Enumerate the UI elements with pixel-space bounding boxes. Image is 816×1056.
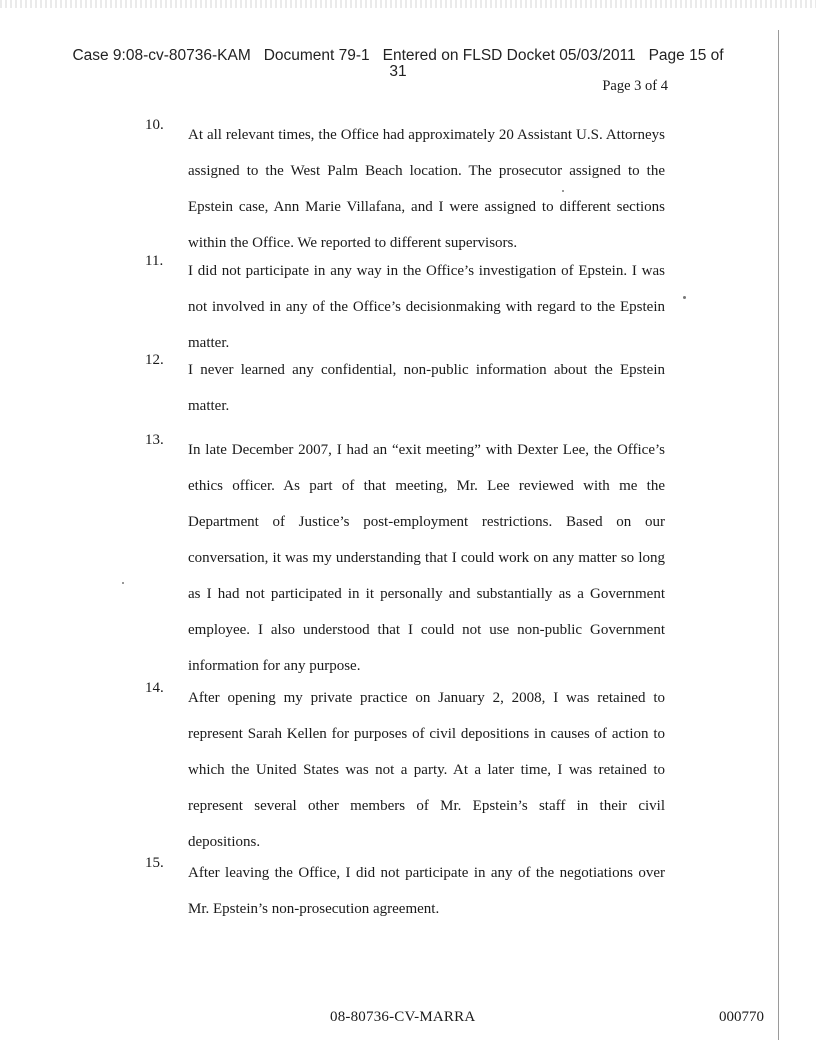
header-document: Document 79-1 bbox=[263, 47, 370, 64]
paragraph-12 bbox=[145, 352, 665, 424]
paragraph-13 bbox=[145, 432, 665, 684]
paragraph-number: 12. bbox=[145, 352, 164, 368]
paragraph-text: After opening my private practice on January 2, 2008, I was retained to represent Sarah Kellen for purposes of civil depositions in causes of action to which the United States was not a party. At a later time, I was retained to represent several other members of Mr. Epstein’s staff in their civil depositions. bbox=[188, 690, 665, 850]
paragraph-14 bbox=[145, 680, 665, 860]
paragraph-11 bbox=[145, 253, 665, 361]
paragraph-text: I never learned any confidential, non-public information about the Epstein matter. bbox=[188, 362, 665, 414]
paragraph-text: At all relevant times, the Office had approximately 20 Assistant U.S. Attorneys assigned to the West Palm Beach location. The prosecutor assigned to the Epstein case, Ann Marie Villafana, and I were assigned to different sections within the Office. We reported to different supervisors. bbox=[188, 127, 665, 251]
footer-case-number: 08-80736-CV-MARRA bbox=[330, 1009, 476, 1025]
bates-number: 000770 bbox=[719, 1009, 764, 1025]
scan-speck bbox=[562, 190, 564, 192]
paragraph-number: 13. bbox=[145, 432, 164, 448]
paragraph-15 bbox=[145, 855, 665, 927]
paragraph-number: 14. bbox=[145, 680, 164, 696]
header-page: Page 15 of bbox=[648, 47, 724, 64]
scan-artifact-top bbox=[0, 0, 816, 8]
paragraph-text: I did not participate in any way in the Office’s investigation of Epstein. I was not involved in any of the Office’s decisionmaking with regard to the Epstein matter. bbox=[188, 263, 665, 351]
ecf-header bbox=[60, 48, 736, 80]
scan-speck bbox=[122, 582, 124, 584]
page-of-indicator: Page 3 of 4 bbox=[602, 78, 668, 94]
header-total-pages: 31 bbox=[389, 63, 407, 80]
paragraph-number: 10. bbox=[145, 117, 164, 133]
scan-speck bbox=[683, 296, 686, 299]
paragraph-number: 11. bbox=[145, 253, 164, 269]
paragraph-text: After leaving the Office, I did not participate in any of the negotiations over Mr. Epstein’s non-prosecution agreement. bbox=[188, 865, 665, 917]
paragraph-number: 15. bbox=[145, 855, 164, 871]
paragraph-10 bbox=[145, 117, 665, 261]
paragraph-text: In late December 2007, I had an “exit meeting” with Dexter Lee, the Office’s ethics officer. As part of that meeting, Mr. Lee reviewed with me the Department of Justice’s post-employment restrictions. Based on our conversation, it was my understanding that I could work on any matter so long as I had not participated in it personally and substantially as a Government employee. I also understood that I could not use non-public Government information for any purpose. bbox=[188, 442, 665, 674]
scan-artifact-right-edge bbox=[778, 30, 779, 1040]
header-case-number: Case 9:08-cv-80736-KAM bbox=[72, 47, 251, 64]
header-entered: Entered on FLSD Docket 05/03/2011 bbox=[382, 47, 636, 64]
